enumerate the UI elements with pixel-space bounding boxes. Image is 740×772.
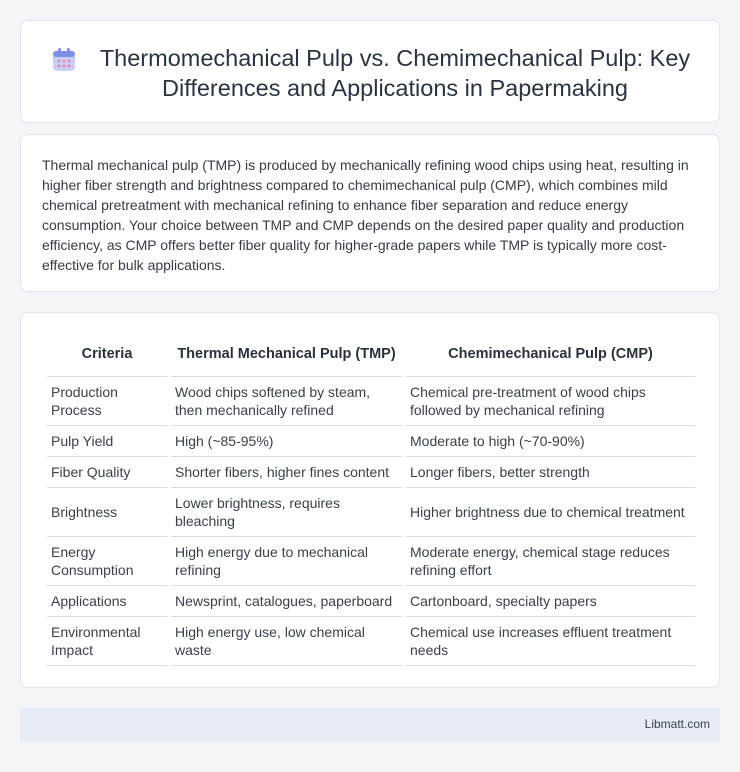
table-cell: Chemical pre-treatment of wood chips followed by mechanical refining	[406, 377, 695, 426]
table-row	[47, 377, 695, 426]
table-row	[47, 586, 695, 617]
table-cell: Lower brightness, requires bleaching	[171, 488, 402, 537]
summary-paragraph: Thermal mechanical pulp (TMP) is produced by mechanically refining wood chips using heat, resulting in higher fiber strength and brightness compared to chemimechanical pulp (CMP), which combines mild chemical pretreatment with mechanical refining to enhance fiber separation and reduce energy consumption. Your choice between TMP and CMP depends on the desired paper quality and production efficiency, as CMP offers better fiber quality for higher-grade papers while TMP is typically more cost-effective for bulk applications.	[42, 157, 689, 273]
calendar-icon	[51, 47, 77, 73]
table-cell: Pulp Yield	[47, 426, 167, 457]
table-cell: Moderate to high (~70-90%)	[406, 426, 695, 457]
table-cell: Newsprint, catalogues, paperboard	[171, 586, 402, 617]
comparison-table-card	[20, 312, 720, 688]
table-row	[47, 426, 695, 457]
summary-card	[20, 134, 720, 292]
table-cell: Brightness	[47, 488, 167, 537]
table-cell: High energy due to mechanical refining	[171, 537, 402, 586]
table-header-row	[47, 333, 695, 377]
table-cell: Higher brightness due to chemical treatment	[406, 488, 695, 537]
table-cell: Environmental Impact	[47, 617, 167, 666]
table-cell: Moderate energy, chemical stage reduces refining effort	[406, 537, 695, 586]
table-cell: Production Process	[47, 377, 167, 426]
title-card	[20, 20, 720, 123]
table-row	[47, 457, 695, 488]
table-row	[47, 617, 695, 666]
table-row	[47, 488, 695, 537]
column-header-cmp: Chemimechanical Pulp (CMP)	[406, 333, 695, 377]
table-cell: Chemical use increases effluent treatment needs	[406, 617, 695, 666]
table-row	[47, 537, 695, 586]
column-header-criteria: Criteria	[47, 333, 167, 377]
table-cell: Energy Consumption	[47, 537, 167, 586]
table-cell: Longer fibers, better strength	[406, 457, 695, 488]
comparison-table	[43, 333, 699, 666]
table-cell: Applications	[47, 586, 167, 617]
column-header-tmp: Thermal Mechanical Pulp (TMP)	[171, 333, 402, 377]
table-cell: Wood chips softened by steam, then mechanically refined	[171, 377, 402, 426]
table-cell: Fiber Quality	[47, 457, 167, 488]
footer-bar	[20, 708, 720, 742]
table-cell: Cartonboard, specialty papers	[406, 586, 695, 617]
table-cell: Shorter fibers, higher fines content	[171, 457, 402, 488]
table-cell: High energy use, low chemical waste	[171, 617, 402, 666]
table-cell: High (~85-95%)	[171, 426, 402, 457]
page-title: Thermomechanical Pulp vs. Chemimechanical Pulp: Key Differences and Applications in Papermaking	[99, 45, 691, 101]
footer-site-link[interactable]: Libmatt.com	[644, 717, 710, 731]
